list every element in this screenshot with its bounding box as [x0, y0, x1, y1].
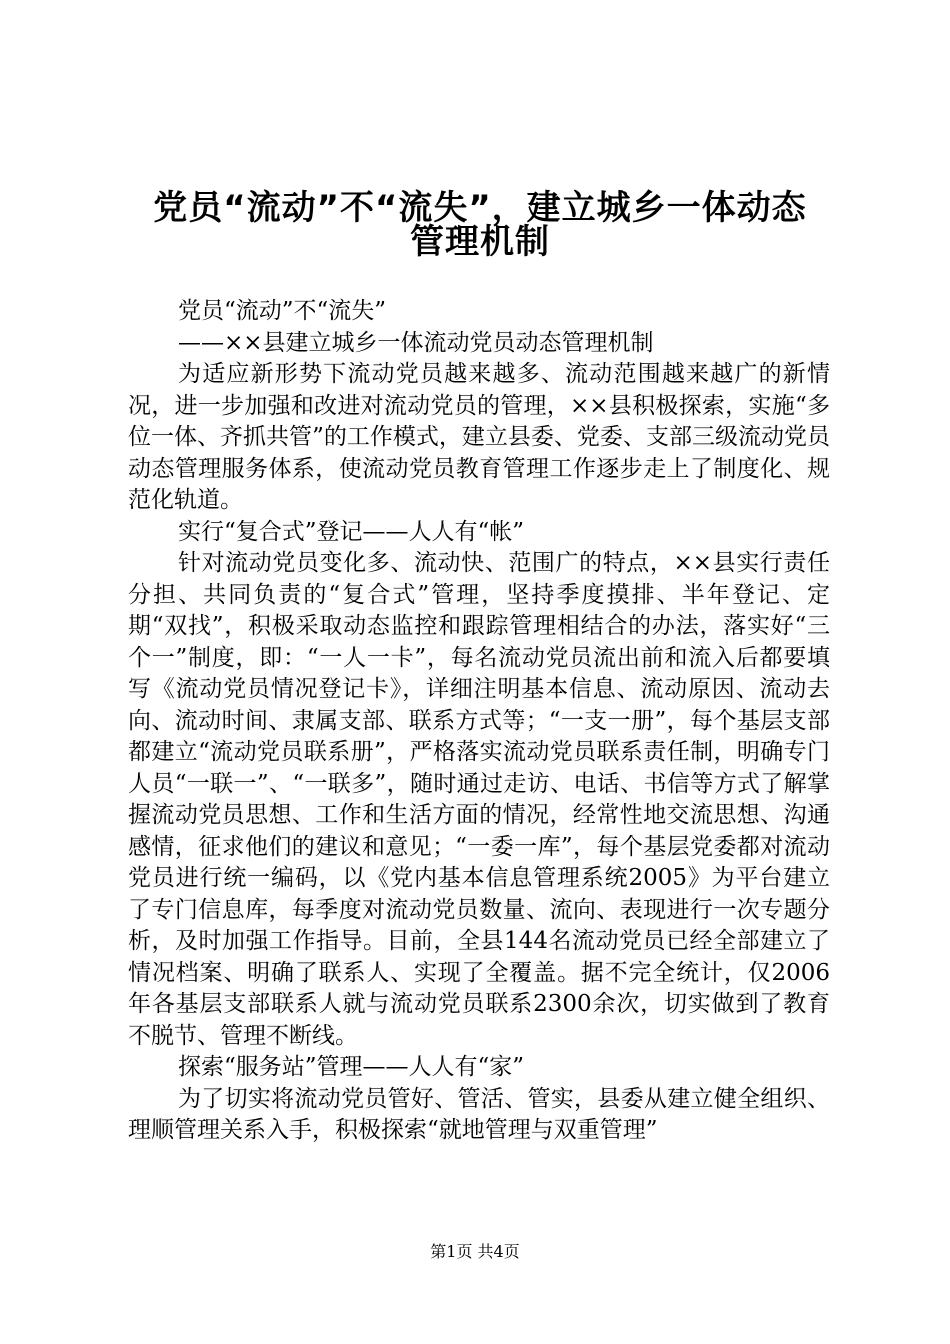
service-station-paragraph: 为了切实将流动党员管好、管活、管实，县委从建立健全组织、理顺管理关系入手，积极探索“就地管理与双重管理” — [128, 1085, 830, 1143]
subtitle-paragraph: 党员“流动”不“流失” — [178, 298, 387, 324]
section-heading-registration: 实行“复合式”登记——人人有“帐” — [178, 518, 525, 545]
section-heading-service-station: 探索“服务站”管理——人人有“家” — [178, 1054, 525, 1080]
subtitle-dash-paragraph: ——××县建立城乡一体流动党员动态管理机制 — [178, 329, 654, 356]
page-number-footer: 第1页 共4页 — [430, 1242, 520, 1261]
document-body — [128, 296, 830, 1147]
registration-paragraph: 针对流动党员变化多、流动快、范围广的特点，××县实行责任分担、共同负责的“复合式”管理，坚持季度摸排、半年登记、定期“双找”，积极采取动态监控和跟踪管理相结合的办法，落实好“三个一”制度，即：“一人一卡”，每名流动党员流出前和流入后都要填写《流动党员情况登记卡》，详细注明基本信息、流动原因、流动去向、流动时间、隶属支部、联系方式等；“一支一册”，每个基层支部都建立“流动党员联系册”，严格落实流动党员联系责任制，明确专门人员“一联一”、“一联多”，随时通过走访、电话、书信等方式了解掌握流动党员思想、工作和生活方面的情况，经常性地交流思想、沟通感情，征求他们的建议和意见；“一委一库”，每个基层党委都对流动党员进行统一编码，以《党内基本信息管理系统2005》为平台建立了专门信息库，每季度对流动党员数量、流向、表现进行一次专题分析，及时加强工作指导。目前，全县144名流动党员已经全部建立了情况档案、明确了联系人、实现了全覆盖。据不完全统计，仅2006年各基层支部联系人就与流动党员联系2300余次，切实做到了教育不脱节、管理不断线。 — [128, 550, 830, 1049]
document-title-line1: 党员“流动”不“流失”，建立城乡一体动态 — [153, 188, 807, 228]
document-title-line2: 管理机制 — [410, 222, 550, 262]
intro-paragraph: 为适应新形势下流动党员越来越多、流动范围越来越广的新情况，进一步加强和改进对流动党员的管理，××县积极探索，实施“多位一体、齐抓共管”的工作模式，建立县委、党委、支部三级流动党员动态管理服务体系，使流动党员教育管理工作逐步走上了制度化、规范化轨道。 — [128, 361, 830, 513]
